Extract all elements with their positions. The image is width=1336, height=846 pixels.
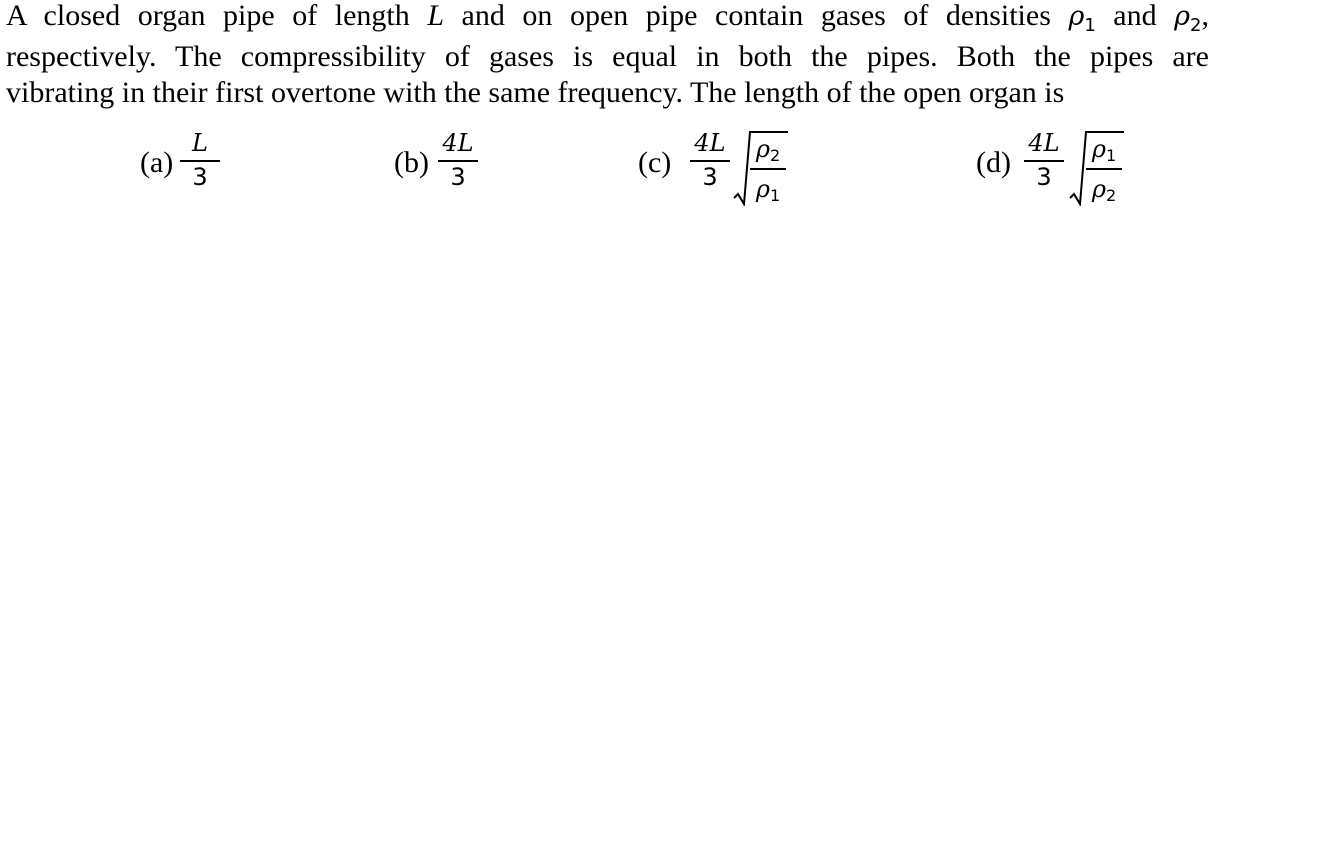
option-a-denominator: 3 bbox=[192, 163, 208, 191]
option-d-root-denominator: ρ2 bbox=[1091, 175, 1117, 205]
option-c-denominator: 3 bbox=[702, 163, 718, 191]
option-c-root-numerator: ρ2 bbox=[755, 135, 781, 165]
option-c-root-denominator: ρ1 bbox=[755, 175, 781, 205]
option-d-label: (d) bbox=[976, 146, 1011, 179]
option-b-denominator: 3 bbox=[450, 163, 466, 191]
question-text bbox=[6, 0, 1209, 112]
rho-2-symbol: $\rho_2$ bbox=[1174, 1, 1202, 36]
length-variable: L bbox=[427, 0, 444, 32]
question-line-1 bbox=[6, 0, 1209, 39]
option-a-label: (a) bbox=[140, 146, 174, 179]
option-b-fraction bbox=[436, 126, 480, 196]
option-d-square-root bbox=[1068, 126, 1126, 206]
option-d-numerator: 4L bbox=[1028, 129, 1060, 157]
question-line-1-start: A closed organ pipe of length bbox=[6, 0, 428, 32]
rho-1-symbol: $\rho_1$ bbox=[1068, 1, 1096, 36]
option-b-label: (b) bbox=[394, 146, 429, 179]
option-c-root-fraction-bar bbox=[750, 168, 786, 170]
option-c-fraction bbox=[688, 126, 732, 196]
question-line-3: vibrating in their first overtone with the same frequency. The length of the open organ is bbox=[6, 76, 1065, 109]
option-d-root-fraction-bar bbox=[1086, 168, 1122, 170]
option-c-square-root bbox=[732, 126, 790, 206]
option-d-denominator: 3 bbox=[1036, 163, 1052, 191]
option-a-numerator: L bbox=[192, 129, 208, 157]
option-c-numerator: 4L bbox=[694, 129, 726, 157]
option-d-fraction bbox=[1022, 126, 1066, 196]
option-c-label: (c) bbox=[638, 146, 672, 179]
question-line-2: respectively. The compressibility of gases is equal in both the pipes. Both the pipes are bbox=[6, 39, 1209, 73]
question-line-1-middle: and on open pipe contain gases of densities bbox=[444, 0, 1069, 32]
option-d-root-numerator: ρ1 bbox=[1091, 135, 1117, 165]
comma: , bbox=[1201, 0, 1209, 32]
option-a-fraction bbox=[178, 126, 222, 196]
option-b-numerator: 4L bbox=[442, 129, 474, 157]
and-word: and bbox=[1095, 0, 1175, 32]
